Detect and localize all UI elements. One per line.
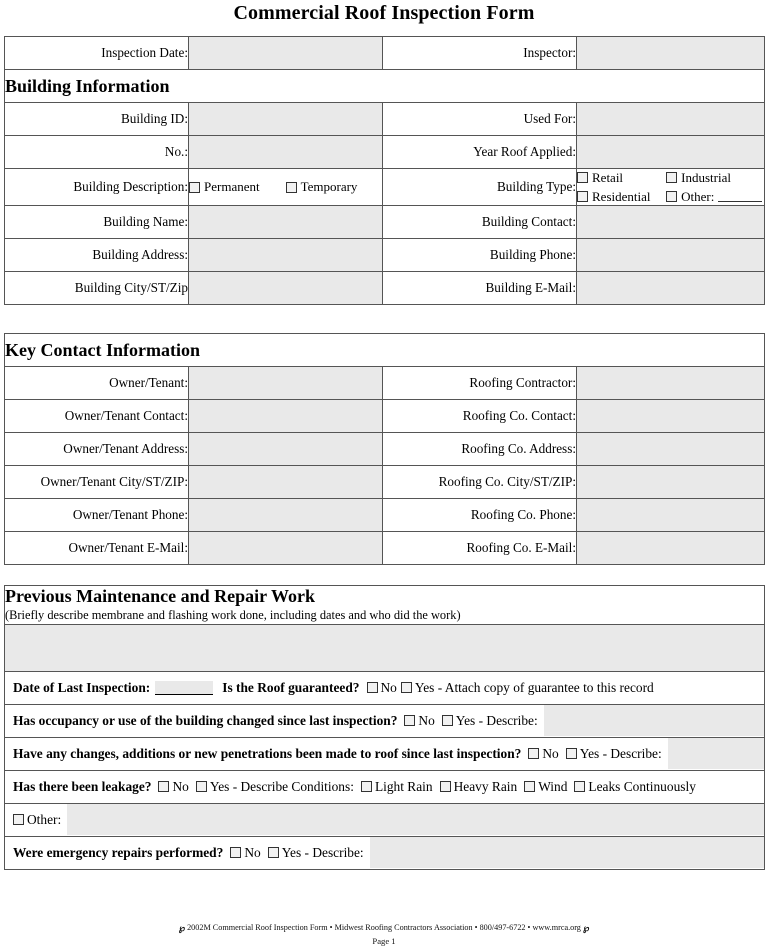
checkbox-icon[interactable] — [230, 847, 241, 858]
key-contact-information-heading: Key Contact Information — [5, 334, 765, 367]
date-of-last-inspection-label: Date of Last Inspection: — [13, 679, 151, 695]
owner-tenant-email-input[interactable] — [189, 532, 383, 565]
maintenance-notes-input[interactable] — [5, 624, 765, 671]
table-row — [5, 70, 765, 103]
checkbox-occupancy-changed-yes[interactable] — [442, 713, 538, 729]
roof-guaranteed-question: Is the Roof guaranteed? — [222, 679, 360, 695]
previous-maintenance-heading-cell — [5, 586, 765, 625]
checkbox-wind[interactable] — [524, 779, 567, 795]
checkbox-label: No — [380, 679, 397, 695]
checkbox-leakage-no[interactable] — [158, 779, 188, 795]
checkbox-other-condition[interactable] — [13, 812, 61, 828]
inspection-date-input[interactable] — [189, 37, 383, 70]
building-information-table — [4, 36, 765, 305]
roofing-contractor-input[interactable] — [577, 367, 765, 400]
checkbox-roof-changes-yes[interactable] — [566, 746, 662, 762]
owner-tenant-address-label: Owner/Tenant Address: — [5, 433, 189, 466]
owner-tenant-city-state-zip-label: Owner/Tenant City/ST/ZIP: — [5, 466, 189, 499]
other-condition-input[interactable] — [67, 804, 764, 835]
key-contact-information-table — [4, 333, 765, 565]
building-phone-label: Building Phone: — [383, 239, 577, 272]
building-address-input[interactable] — [189, 239, 383, 272]
checkbox-label: Yes - Describe: — [455, 712, 538, 728]
table-row — [5, 737, 765, 770]
building-city-state-zip-input[interactable] — [189, 272, 383, 305]
table-row — [5, 499, 765, 532]
table-row — [5, 624, 765, 671]
building-email-label: Building E-Mail: — [383, 272, 577, 305]
table-row — [5, 586, 765, 625]
year-roof-applied-label: Year Roof Applied: — [383, 136, 577, 169]
table-row — [5, 836, 765, 869]
table-row — [5, 466, 765, 499]
checkbox-icon[interactable] — [566, 748, 577, 759]
date-of-last-inspection-row — [5, 671, 765, 704]
building-contact-input[interactable] — [577, 206, 765, 239]
roofing-contractor-label: Roofing Contractor: — [383, 367, 577, 400]
checkbox-label: No — [418, 712, 435, 728]
page-title: Commercial Roof Inspection Form — [233, 2, 535, 24]
building-name-label: Building Name: — [5, 206, 189, 239]
roofing-co-city-state-zip-label: Roofing Co. City/ST/ZIP: — [383, 466, 577, 499]
footer-credit-text: 2002M Commercial Roof Inspection Form • Midwest Roofing Contractors Association • 800/497-6722 • www.mrca.org — [187, 922, 581, 932]
checkbox-label: Other: — [681, 188, 715, 204]
roofing-co-email-label: Roofing Co. E-Mail: — [383, 532, 577, 565]
checkbox-label: Other: — [27, 811, 62, 827]
roofing-co-city-state-zip-input[interactable] — [577, 466, 765, 499]
owner-tenant-email-label: Owner/Tenant E-Mail: — [5, 532, 189, 565]
occupancy-changed-describe-input[interactable] — [544, 705, 764, 736]
roofing-co-phone-label: Roofing Co. Phone: — [383, 499, 577, 532]
association-logo-icon: ℘ — [178, 922, 186, 933]
table-row — [5, 671, 765, 704]
checkbox-icon[interactable] — [196, 781, 207, 792]
building-information-heading: Building Information — [5, 70, 765, 103]
checkbox-other-building-type[interactable] — [666, 188, 764, 206]
inspector-label: Inspector: — [383, 37, 577, 70]
checkbox-roof-guaranteed-no[interactable] — [367, 680, 397, 696]
checkbox-icon[interactable] — [442, 715, 453, 726]
building-description-label: Building Description: — [5, 169, 189, 206]
checkbox-roof-changes-no[interactable] — [528, 746, 558, 762]
building-id-label: Building ID: — [5, 103, 189, 136]
checkbox-emergency-repairs-yes[interactable] — [268, 845, 364, 861]
table-row — [5, 532, 765, 565]
roofing-co-email-input[interactable] — [577, 532, 765, 565]
checkbox-retail[interactable] — [577, 169, 652, 187]
checkbox-industrial[interactable] — [666, 169, 764, 187]
occupancy-changed-question: Has occupancy or use of the building changed since last inspection? — [13, 712, 398, 728]
leakage-question: Has there been leakage? — [13, 778, 152, 794]
previous-maintenance-table — [4, 585, 765, 870]
used-for-input[interactable] — [577, 103, 765, 136]
leakage-row — [5, 770, 765, 803]
building-city-state-zip-label: Building City/ST/Zip — [5, 272, 189, 305]
roofing-co-contact-input[interactable] — [577, 400, 765, 433]
owner-tenant-label: Owner/Tenant: — [5, 367, 189, 400]
building-name-input[interactable] — [189, 206, 383, 239]
previous-maintenance-subheading: (Briefly describe membrane and flashing work done, including dates and who did the work) — [5, 608, 461, 623]
owner-tenant-contact-label: Owner/Tenant Contact: — [5, 400, 189, 433]
roofing-co-address-label: Roofing Co. Address: — [383, 433, 577, 466]
checkbox-icon[interactable] — [361, 781, 372, 792]
building-no-label: No.: — [5, 136, 189, 169]
checkbox-label: Industrial — [681, 170, 731, 185]
roofing-co-phone-input[interactable] — [577, 499, 765, 532]
table-row — [5, 770, 765, 803]
table-row — [5, 37, 765, 70]
checkbox-label: Yes - Describe: — [281, 844, 364, 860]
checkbox-icon[interactable] — [367, 682, 378, 693]
emergency-repairs-row — [5, 836, 765, 869]
table-row — [5, 400, 765, 433]
roof-changes-row — [5, 737, 765, 770]
emergency-repairs-describe-input[interactable] — [370, 837, 764, 868]
roof-changes-describe-input[interactable] — [668, 738, 764, 769]
checkbox-icon[interactable] — [13, 814, 24, 825]
table-row — [5, 239, 765, 272]
association-logo-icon: ℘ — [582, 922, 590, 933]
table-row — [5, 103, 765, 136]
owner-tenant-contact-input[interactable] — [189, 400, 383, 433]
checkbox-leaks-continuously[interactable] — [574, 779, 696, 795]
checkbox-label: Retail — [592, 170, 624, 185]
table-row — [5, 433, 765, 466]
checkbox-label: Temporary — [300, 179, 358, 195]
checkbox-icon[interactable] — [286, 182, 297, 193]
building-contact-label: Building Contact: — [383, 206, 577, 239]
checkbox-icon[interactable] — [528, 748, 539, 759]
checkbox-label: Heavy Rain — [453, 778, 518, 794]
page-number: Page 1 — [372, 936, 396, 947]
owner-tenant-address-input[interactable] — [189, 433, 383, 466]
checkbox-heavy-rain[interactable] — [440, 779, 518, 795]
checkbox-label: Leaks Continuously — [588, 778, 696, 794]
building-type-label: Building Type: — [383, 169, 577, 206]
table-row — [5, 136, 765, 169]
roofing-co-contact-label: Roofing Co. Contact: — [383, 400, 577, 433]
date-of-last-inspection-input[interactable] — [155, 681, 213, 695]
table-row — [5, 272, 765, 305]
roofing-co-address-input[interactable] — [577, 433, 765, 466]
checkbox-icon[interactable] — [666, 172, 677, 183]
inspector-input[interactable] — [577, 37, 765, 70]
checkbox-label: Permanent — [204, 179, 260, 195]
checkbox-label: Yes - Describe: — [579, 745, 662, 761]
table-row — [5, 803, 765, 836]
checkbox-label: Yes - Attach copy of guarantee to this record — [414, 679, 654, 695]
page-footer — [0, 922, 768, 948]
building-description-options — [189, 169, 383, 206]
checkbox-icon[interactable] — [189, 182, 200, 193]
table-row — [5, 169, 765, 206]
year-roof-applied-input[interactable] — [577, 136, 765, 169]
building-email-input[interactable] — [577, 272, 765, 305]
owner-tenant-input[interactable] — [189, 367, 383, 400]
checkbox-permanent[interactable] — [189, 178, 260, 196]
checkbox-icon[interactable] — [574, 781, 585, 792]
used-for-label: Used For: — [383, 103, 577, 136]
checkbox-temporary[interactable] — [286, 178, 358, 196]
checkbox-residential[interactable] — [577, 188, 652, 206]
checkbox-icon[interactable] — [524, 781, 535, 792]
checkbox-occupancy-changed-no[interactable] — [404, 713, 434, 729]
building-no-input[interactable] — [189, 136, 383, 169]
building-type-options — [577, 169, 765, 206]
table-row — [5, 334, 765, 367]
checkbox-icon[interactable] — [404, 715, 415, 726]
building-phone-input[interactable] — [577, 239, 765, 272]
checkbox-icon[interactable] — [577, 172, 588, 183]
checkbox-label: Light Rain — [374, 778, 433, 794]
section-spacer — [4, 305, 764, 333]
checkbox-label: No — [542, 745, 559, 761]
other-condition-row — [5, 803, 765, 836]
table-row — [5, 704, 765, 737]
owner-tenant-city-state-zip-input[interactable] — [189, 466, 383, 499]
footer-line-1 — [0, 922, 768, 936]
inspection-date-label: Inspection Date: — [5, 37, 189, 70]
checkbox-icon[interactable] — [158, 781, 169, 792]
table-row — [5, 367, 765, 400]
owner-tenant-phone-input[interactable] — [189, 499, 383, 532]
checkbox-label: No — [172, 778, 189, 794]
building-address-label: Building Address: — [5, 239, 189, 272]
emergency-repairs-question: Were emergency repairs performed? — [13, 844, 224, 860]
occupancy-changed-row — [5, 704, 765, 737]
roof-changes-question: Have any changes, additions or new penetrations been made to roof since last inspection? — [13, 745, 522, 761]
checkbox-icon[interactable] — [577, 191, 588, 202]
checkbox-label: Residential — [592, 188, 651, 204]
owner-tenant-phone-label: Owner/Tenant Phone: — [5, 499, 189, 532]
checkbox-emergency-repairs-no[interactable] — [230, 845, 260, 861]
other-building-type-input[interactable] — [718, 190, 762, 202]
checkbox-label: No — [244, 844, 261, 860]
previous-maintenance-heading: Previous Maintenance and Repair Work — [5, 586, 316, 607]
checkbox-label: Wind — [538, 778, 568, 794]
checkbox-icon[interactable] — [401, 682, 412, 693]
checkbox-icon[interactable] — [268, 847, 279, 858]
building-id-input[interactable] — [189, 103, 383, 136]
checkbox-label: Yes - Describe Conditions: — [209, 778, 354, 794]
checkbox-leakage-yes[interactable] — [196, 779, 354, 795]
checkbox-roof-guaranteed-yes[interactable] — [401, 680, 654, 696]
checkbox-icon[interactable] — [666, 191, 677, 202]
checkbox-light-rain[interactable] — [361, 779, 433, 795]
checkbox-icon[interactable] — [440, 781, 451, 792]
table-row — [5, 206, 765, 239]
section-spacer — [4, 565, 764, 585]
